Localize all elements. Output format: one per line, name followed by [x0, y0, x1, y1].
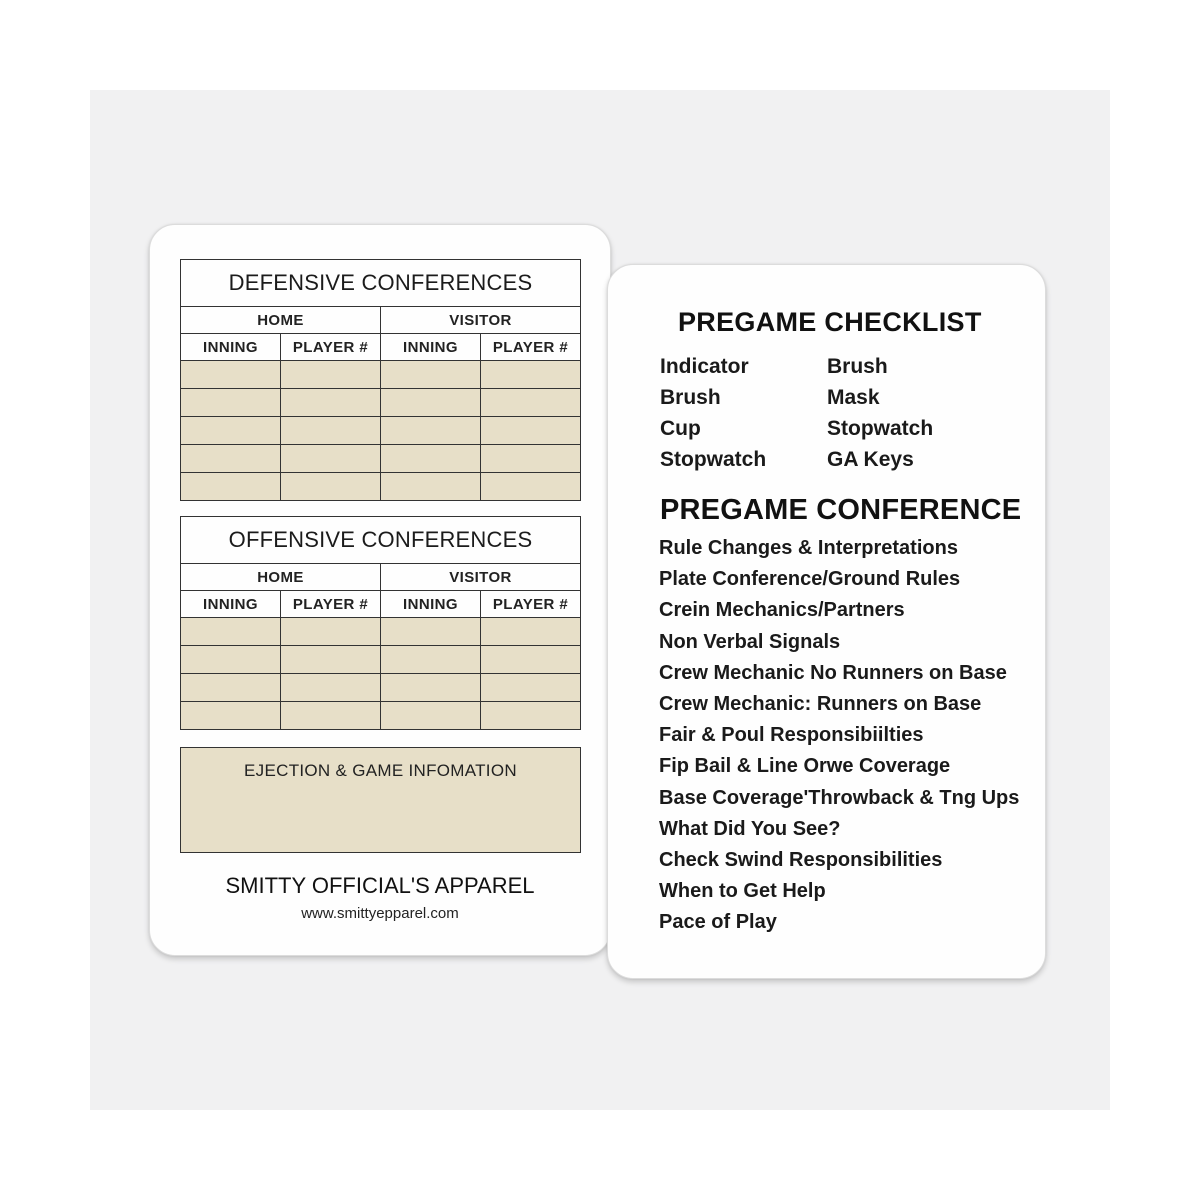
conference-item: Crein Mechanics/Partners: [659, 599, 905, 622]
home-header: HOME: [257, 568, 304, 586]
pregame-conference-title: PREGAME CONFERENCE: [660, 494, 1022, 526]
conference-item: Fair & Poul Responsibiilties: [659, 724, 924, 747]
offensive-entry-grid: [181, 618, 580, 729]
player-number-entry-cell: [280, 473, 380, 500]
player-number-entry-cell: [480, 618, 580, 645]
brand-website: www.smittyepparel.com: [301, 905, 459, 922]
entry-row: [181, 416, 580, 444]
inning-entry-cell: [181, 361, 280, 388]
inning-entry-cell: [380, 361, 480, 388]
inning-entry-cell: [181, 389, 280, 416]
inning-entry-cell: [380, 702, 480, 729]
player-number-entry-cell: [280, 646, 380, 673]
conference-item: When to Get Help: [659, 880, 826, 903]
inning-entry-cell: [380, 473, 480, 500]
inning-header: INNING: [203, 595, 258, 613]
inning-entry-cell: [181, 417, 280, 444]
inning-entry-cell: [181, 702, 280, 729]
pregame-conference-list: [659, 533, 1039, 938]
player-number-entry-cell: [480, 361, 580, 388]
lineup-card-front: [149, 224, 611, 956]
column-header-row: [181, 334, 580, 361]
checklist-item: GA Keys: [827, 448, 914, 471]
player-number-entry-cell: [480, 473, 580, 500]
defensive-conferences-title: DEFENSIVE CONFERENCES: [181, 260, 580, 307]
entry-row: [181, 388, 580, 416]
player-number-entry-cell: [280, 361, 380, 388]
offensive-conferences-title: OFFENSIVE CONFERENCES: [181, 517, 580, 564]
inning-header: INNING: [203, 338, 258, 356]
player-number-entry-cell: [280, 674, 380, 701]
checklist-item: Indicator: [660, 355, 749, 378]
player-number-entry-cell: [480, 445, 580, 472]
player-number-entry-cell: [280, 618, 380, 645]
inning-entry-cell: [380, 389, 480, 416]
inning-entry-cell: [181, 445, 280, 472]
team-header-row: [181, 564, 580, 591]
conference-item: Crew Mechanic No Runners on Base: [659, 661, 1007, 684]
lineup-card-back: [607, 264, 1046, 979]
ejection-info-label: EJECTION & GAME INFOMATION: [244, 761, 517, 780]
entry-row: [181, 444, 580, 472]
conference-item: Pace of Play: [659, 911, 777, 934]
conference-item: Rule Changes & Interpretations: [659, 537, 958, 559]
entry-row: [181, 645, 580, 673]
entry-row: [181, 673, 580, 701]
player-number-entry-cell: [280, 389, 380, 416]
inning-header: INNING: [380, 591, 480, 617]
conference-item: What Did You See?: [659, 817, 841, 840]
inning-entry-cell: [181, 473, 280, 500]
player-number-entry-cell: [480, 389, 580, 416]
visitor-header: VISITOR: [380, 307, 580, 333]
home-header: HOME: [257, 311, 304, 329]
inning-entry-cell: [380, 646, 480, 673]
column-header-row: [181, 591, 580, 618]
player-number-header: PLAYER #: [480, 591, 580, 617]
checklist-item: Stopwatch: [827, 417, 934, 440]
entry-row: [181, 472, 580, 500]
inning-entry-cell: [380, 445, 480, 472]
player-number-entry-cell: [480, 674, 580, 701]
inning-entry-cell: [181, 618, 280, 645]
inning-entry-cell: [380, 618, 480, 645]
checklist-item: Stopwatch: [660, 448, 767, 471]
player-number-entry-cell: [280, 417, 380, 444]
conference-item: Check Swind Responsibilities: [659, 848, 943, 871]
inning-entry-cell: [181, 646, 280, 673]
inning-entry-cell: [380, 417, 480, 444]
visitor-header: VISITOR: [380, 564, 580, 590]
checklist-item: Brush: [660, 386, 721, 409]
conference-item: Plate Conference/Ground Rules: [659, 568, 961, 591]
conference-item: Fip Bail & Line Orwe Coverage: [659, 755, 951, 778]
inning-entry-cell: [181, 674, 280, 701]
team-header-row: [181, 307, 580, 334]
player-number-header: PLAYER #: [480, 334, 580, 360]
checklist-item: Cup: [660, 417, 701, 440]
conference-item: Non Verbal Signals: [659, 630, 841, 653]
entry-row: [181, 701, 580, 729]
player-number-header: PLAYER #: [280, 334, 380, 360]
player-number-entry-cell: [480, 417, 580, 444]
offensive-conferences-table: [180, 516, 581, 730]
checklist-item: Mask: [827, 386, 880, 409]
player-number-header: PLAYER #: [280, 591, 380, 617]
entry-row: [181, 618, 580, 645]
inning-header: INNING: [380, 334, 480, 360]
conference-item: Base Coverage'Throwback & Tng Ups: [659, 786, 1020, 809]
defensive-entry-grid: [181, 361, 580, 500]
player-number-entry-cell: [280, 445, 380, 472]
checklist-item: Brush: [827, 355, 888, 378]
entry-row: [181, 361, 580, 388]
player-number-entry-cell: [480, 646, 580, 673]
brand-name: SMITTY OFFICIAL'S APPAREL: [225, 873, 535, 898]
player-number-entry-cell: [480, 702, 580, 729]
pregame-checklist: [660, 351, 980, 475]
conference-item: Crew Mechanic: Runners on Base: [659, 692, 982, 715]
inning-entry-cell: [380, 674, 480, 701]
player-number-entry-cell: [280, 702, 380, 729]
ejection-info-box: [180, 747, 581, 853]
defensive-conferences-table: [180, 259, 581, 501]
pregame-checklist-title: PREGAME CHECKLIST: [678, 307, 982, 337]
